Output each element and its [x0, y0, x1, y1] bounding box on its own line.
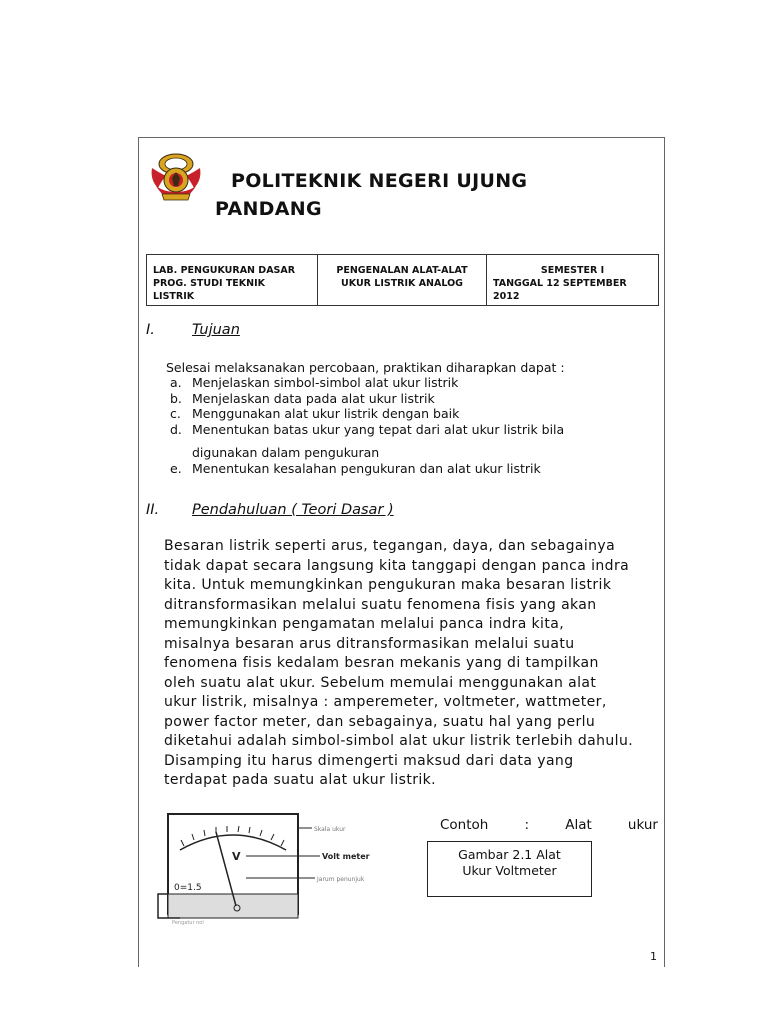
figure-label-voltmeter: Volt meter: [322, 852, 370, 861]
info-text: UKUR LISTRIK ANALOG: [341, 278, 463, 289]
objectives-intro: Selesai melaksanakan percobaan, praktikan diharapkan dapat :: [166, 360, 565, 375]
list-text: Menjelaskan simbol-simbol alat ukur listrik: [192, 375, 459, 390]
paragraph-line: fenomena fisis kedalam besran mekanis yang di tampilkan: [164, 655, 599, 671]
info-text: LAB. PENGUKURAN DASAR: [153, 265, 296, 276]
paragraph-line: power factor meter, dan sebagainya, suatu hal yang perlu: [164, 713, 596, 730]
info-text: TANGGAL 12 SEPTEMBER: [493, 278, 627, 289]
list-item: [170, 461, 640, 477]
list-marker: c.: [170, 406, 181, 421]
figure-caption: [427, 841, 592, 897]
paragraph-line: misalnya besaran arus ditransformasikan melalui suatu: [164, 635, 575, 652]
paragraph-line: Disamping itu harus dimengerti maksud dari data yang: [164, 752, 574, 769]
section-number: I.: [146, 322, 155, 338]
info-text: LISTRIK: [153, 291, 195, 302]
section-heading-tujuan: [146, 322, 240, 338]
title-line-2: PANDANG: [215, 198, 322, 220]
example-word: Contoh: [440, 817, 489, 833]
info-cell-semester: [487, 255, 659, 306]
paragraph-line: tidak dapat secara langsung kita tanggapi dengan panca indra: [164, 557, 630, 574]
caption-line: Gambar 2.1 Alat: [458, 847, 561, 862]
example-word: Alat: [565, 817, 592, 833]
paragraph-line: kita. Untuk memungkinkan pengukuran maka besaran listrik: [164, 577, 612, 593]
info-text: SEMESTER I: [540, 265, 605, 276]
example-colon: :: [524, 817, 530, 833]
figure-label-scale: Skala ukur: [314, 826, 346, 833]
paragraph-line: diketahui adalah simbol-simbol alat ukur listrik terlebih dahulu.: [164, 733, 634, 749]
figure-label-pointer: Jarum penunjuk: [317, 876, 365, 883]
figure-label-v: V: [232, 850, 241, 863]
section-number: II.: [146, 502, 160, 518]
list-text: Menentukan batas ukur yang tepat dari alat ukur listrik bila: [192, 421, 565, 437]
objectives-list: [170, 375, 640, 476]
paragraph-line: memungkinkan pengamatan melalui panca indra kita,: [164, 616, 565, 632]
voltmeter-figure: [150, 806, 385, 926]
list-marker: d.: [170, 421, 182, 437]
list-text: Menggunakan alat ukur listrik dengan baik: [192, 406, 460, 421]
info-table: [146, 254, 659, 306]
caption-line: Ukur Voltmeter: [462, 863, 557, 878]
list-item: [170, 391, 640, 407]
figure-label-adjust: Pengatur nol: [172, 920, 204, 926]
list-text-continuation: digunakan dalam pengukuran: [192, 445, 380, 460]
list-marker: a.: [170, 375, 182, 390]
page-title: [215, 167, 595, 223]
paragraph-line: terdapat pada suatu alat ukur listrik.: [164, 772, 437, 788]
paragraph-line: ukur listrik, misalnya : amperemeter, voltmeter, wattmeter,: [164, 694, 607, 710]
section-heading-pendahuluan: [146, 502, 394, 518]
info-text: 2012: [493, 291, 520, 302]
list-item: [170, 406, 640, 422]
list-text: Menjelaskan data pada alat ukur listrik: [192, 390, 435, 406]
info-cell-topic: [318, 255, 487, 306]
paragraph-line: oleh suatu alat ukur. Sebelum memulai menggunakan alat: [164, 674, 597, 691]
page-number: 1: [650, 950, 657, 963]
info-cell-lab: [147, 255, 318, 306]
figure-label-class: 0=1.5: [174, 883, 202, 893]
list-marker: e.: [170, 460, 182, 476]
section-title: Pendahuluan ( Teori Dasar ): [192, 502, 394, 518]
title-line-1: POLITEKNIK NEGERI UJUNG: [231, 170, 528, 192]
paragraph-line: ditransformasikan melalui suatu fenomena fisis yang akan: [164, 596, 597, 613]
example-label: [440, 817, 658, 833]
info-text: PROG. STUDI TEKNIK: [153, 278, 266, 289]
theory-paragraph: [164, 537, 664, 791]
institution-logo: [148, 150, 204, 204]
list-item: [170, 422, 640, 461]
list-marker: b.: [170, 390, 182, 406]
info-text: PENGENALAN ALAT-ALAT: [336, 265, 468, 276]
list-text: Menentukan kesalahan pengukuran dan alat ukur listrik: [192, 460, 541, 476]
paragraph-line: Besaran listrik seperti arus, tegangan, daya, dan sebagainya: [164, 538, 616, 554]
section-title: Tujuan: [192, 322, 240, 338]
list-item: [170, 375, 640, 391]
example-word: ukur: [627, 817, 658, 833]
